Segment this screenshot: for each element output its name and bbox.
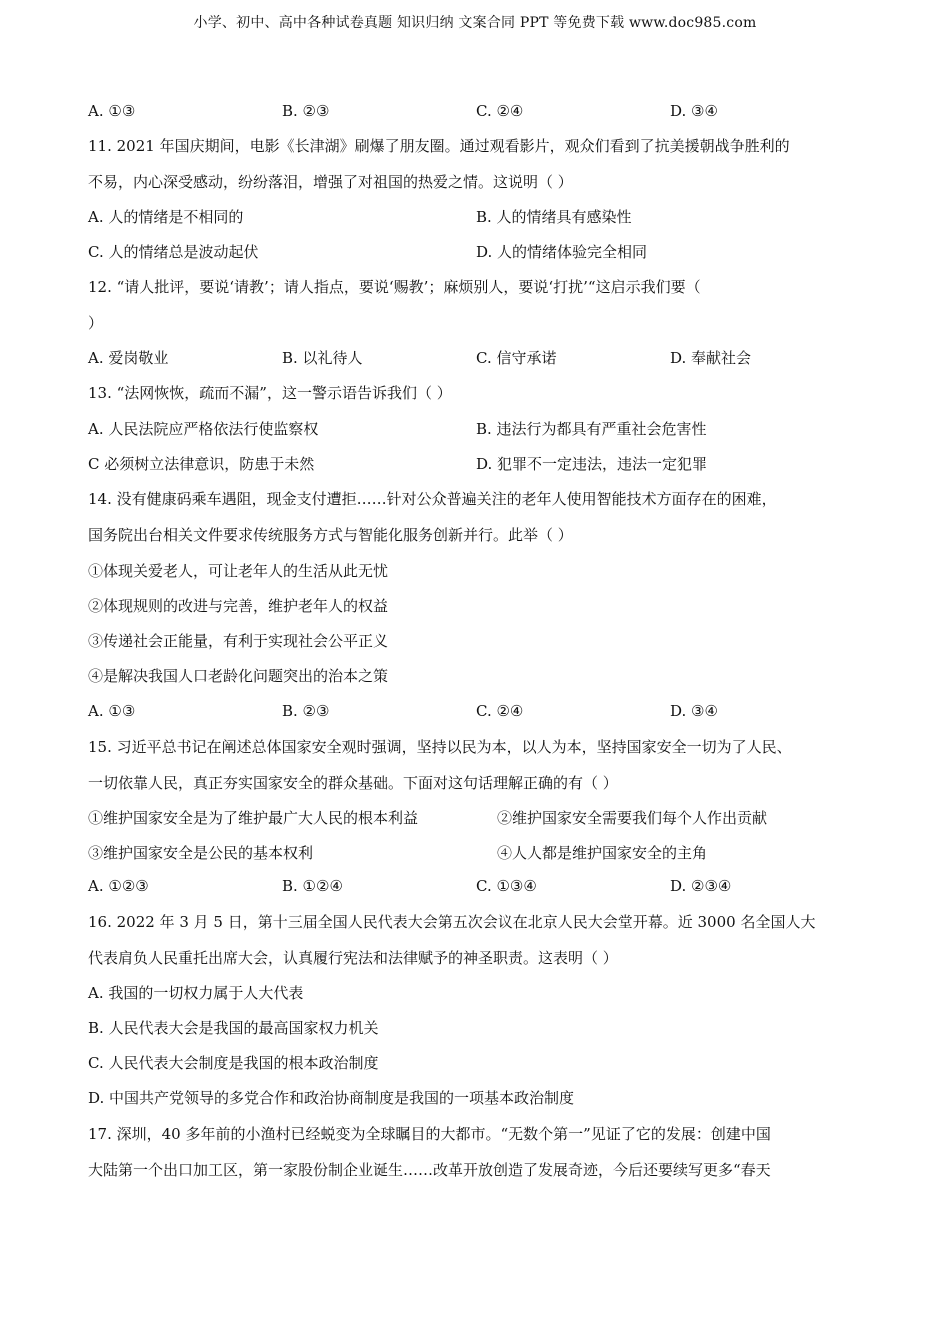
q14-item-2: ②体现规则的改进与完善，维护老年人的权益 bbox=[88, 597, 389, 615]
q15-stem-line2: 一切依靠人民，真正夯实国家安全的群众基础。下面对这句话理解正确的有（ ） bbox=[88, 774, 618, 792]
q17-stem-line2: 大陆第一个出口加工区，第一家股份制企业诞生……改革开放创造了发展奇迹，今后还要续写更多“春天 bbox=[88, 1161, 771, 1179]
q14-item-1: ①体现关爱老人，可让老年人的生活从此无忧 bbox=[88, 562, 389, 580]
q14-option-a: A. ①③ bbox=[88, 702, 136, 720]
q11-option-a: A. 人的情绪是不相同的 bbox=[88, 208, 244, 226]
q14-stem-line1: 14. 没有健康码乘车遇阻，现金支付遭拒……针对公众普遍关注的老年人使用智能技术方面存在的困难， bbox=[88, 490, 777, 508]
q12-option-a: A. 爱岗敬业 bbox=[88, 349, 169, 367]
q16-option-a: A. 我国的一切权力属于人大代表 bbox=[88, 984, 304, 1002]
q15-option-a: A. ①②③ bbox=[88, 877, 149, 895]
q10-option-d: D. ③④ bbox=[670, 102, 718, 120]
q11-stem-line1: 11. 2021 年国庆期间，电影《长津湖》刷爆了朋友圈。通过观看影片，观众们看到了抗美援朝战争胜利的 bbox=[88, 137, 790, 155]
q16-option-d: D. 中国共产党领导的多党合作和政治协商制度是我国的一项基本政治制度 bbox=[88, 1089, 575, 1107]
q13-stem-line1: 13. “法网恢恢，疏而不漏”，这一警示语告诉我们（ ） bbox=[88, 384, 452, 402]
q14-option-d: D. ③④ bbox=[670, 702, 718, 720]
q16-option-c: C. 人民代表大会制度是我国的根本政治制度 bbox=[88, 1054, 379, 1072]
q13-option-d: D. 犯罪不一定违法，违法一定犯罪 bbox=[476, 455, 708, 473]
q11-option-d: D. 人的情绪体验完全相同 bbox=[476, 243, 648, 261]
q14-option-c: C. ②④ bbox=[476, 702, 524, 720]
q14-item-4: ④是解决我国人口老龄化问题突出的治本之策 bbox=[88, 667, 389, 685]
page-header: 小学、初中、高中各种试卷真题 知识归纳 文案合同 PPT 等免费下载 www.doc985.com bbox=[193, 15, 757, 31]
q16-option-b: B. 人民代表大会是我国的最高国家权力机关 bbox=[88, 1019, 379, 1037]
q16-stem-line1: 16. 2022 年 3 月 5 日，第十三届全国人民代表大会第五次会议在北京人民大会堂开幕。近 3000 名全国人大 bbox=[88, 913, 816, 931]
q12-option-c: C. 信守承诺 bbox=[476, 349, 557, 367]
q10-option-a: A. ①③ bbox=[88, 102, 136, 120]
q15-stem-line1: 15. 习近平总书记在阐述总体国家安全观时强调，坚持以民为本，以人为本，坚持国家安全一切为了人民、 bbox=[88, 738, 792, 756]
q11-stem-line2: 不易，内心深受感动，纷纷落泪，增强了对祖国的热爱之情。这说明（ ） bbox=[88, 173, 573, 191]
q15-item-4: ④人人都是维护国家安全的主角 bbox=[497, 844, 708, 862]
q14-stem-line2: 国务院出台相关文件要求传统服务方式与智能化服务创新并行。此举（ ） bbox=[88, 526, 573, 544]
q14-item-3: ③传递社会正能量，有利于实现社会公平正义 bbox=[88, 632, 389, 650]
q10-option-c: C. ②④ bbox=[476, 102, 524, 120]
q13-option-c: C 必须树立法律意识，防患于未然 bbox=[88, 455, 315, 473]
q16-stem-line2: 代表肩负人民重托出席大会，认真履行宪法和法律赋予的神圣职责。这表明（ ） bbox=[88, 949, 618, 967]
q13-option-b: B. 违法行为都具有严重社会危害性 bbox=[476, 420, 707, 438]
q11-option-c: C. 人的情绪总是波动起伏 bbox=[88, 243, 259, 261]
q15-option-c: C. ①③④ bbox=[476, 877, 537, 895]
q17-stem-line1: 17. 深圳，40 多年前的小渔村已经蜕变为全球瞩目的大都市。“无数个第一”见证了它的发展：创建中国 bbox=[88, 1125, 771, 1143]
q14-option-b: B. ②③ bbox=[282, 702, 330, 720]
q15-option-b: B. ①②④ bbox=[282, 877, 343, 895]
q12-option-b: B. 以礼待人 bbox=[282, 349, 363, 367]
q12-stem-line1: 12. “请人批评，要说‘请教’；请人指点，要说‘赐教’；麻烦别人，要说‘打扰’“这启示我们要（ bbox=[88, 278, 701, 296]
q13-option-a: A. 人民法院应严格依法行使监察权 bbox=[88, 420, 319, 438]
q12-option-d: D. 奉献社会 bbox=[670, 349, 752, 367]
q15-option-d: D. ②③④ bbox=[670, 877, 732, 895]
q12-stem-line2: ） bbox=[88, 314, 104, 332]
q11-option-b: B. 人的情绪具有感染性 bbox=[476, 208, 632, 226]
q10-option-b: B. ②③ bbox=[282, 102, 330, 120]
q15-item-1: ①维护国家安全是为了维护最广大人民的根本利益 bbox=[88, 809, 419, 827]
q15-item-2: ②维护国家安全需要我们每个人作出贡献 bbox=[497, 809, 768, 827]
q15-item-3: ③维护国家安全是公民的基本权利 bbox=[88, 844, 314, 862]
